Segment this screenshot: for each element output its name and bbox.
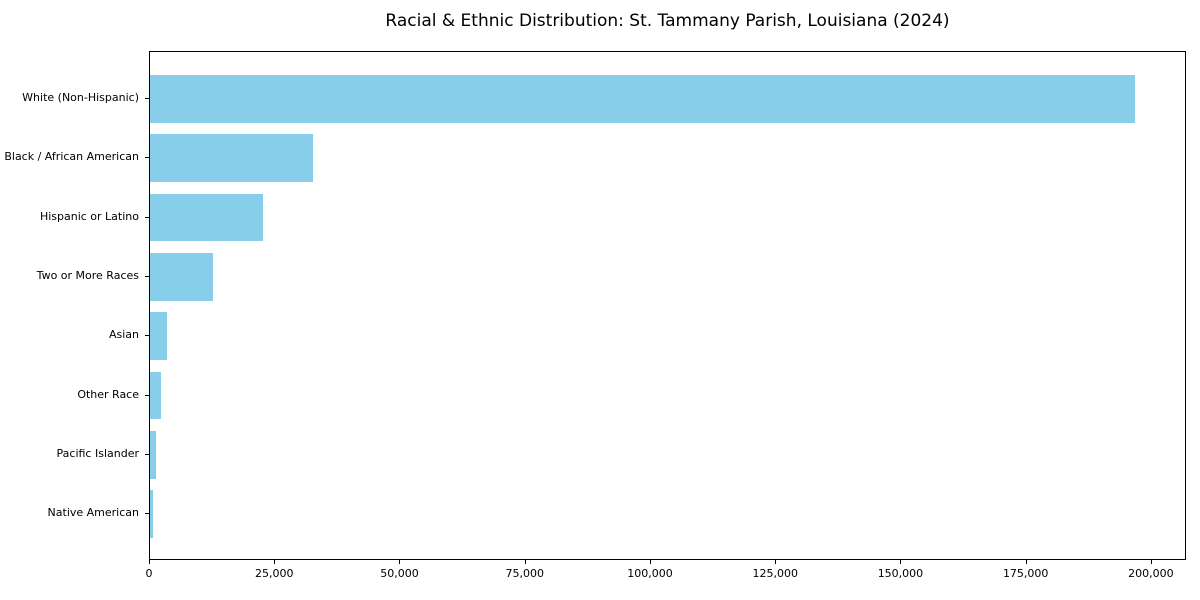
y-axis-label-native-american: Native American: [47, 506, 139, 520]
x-axis-tick: [900, 560, 901, 564]
x-axis-tick-label: 100,000: [627, 567, 673, 580]
y-axis-label-hispanic-or-latino: Hispanic or Latino: [39, 209, 139, 223]
y-axis-label-black-african-american: Black / African American: [4, 150, 139, 164]
bar-native-american: [150, 490, 153, 538]
y-axis-tick: [145, 98, 149, 99]
x-axis-tick: [1026, 560, 1027, 564]
y-axis-tick: [145, 276, 149, 277]
plot-area: [149, 51, 1186, 560]
y-axis-label-white-non-hispanic: White (Non-Hispanic): [22, 90, 139, 104]
x-axis-tick-label: 150,000: [877, 567, 924, 580]
x-axis-tick: [274, 560, 275, 564]
bar-other-race: [150, 372, 161, 420]
y-axis-label-two-or-more-races: Two or More Races: [36, 268, 139, 282]
x-axis-tick-label: 75,000: [505, 567, 544, 580]
x-axis-tick-label: 175,000: [1002, 567, 1049, 580]
x-axis-tick-label: 200,000: [1128, 567, 1174, 580]
x-axis-tick: [525, 560, 526, 564]
chart-title: Racial & Ethnic Distribution: St. Tammany Parish, Louisiana (2024): [385, 11, 950, 31]
bar-white-non-hispanic: [150, 75, 1135, 123]
y-axis-tick: [145, 157, 149, 158]
y-axis-label-asian: Asian: [108, 328, 139, 342]
x-axis-tick: [1151, 560, 1152, 564]
x-axis-tick: [775, 560, 776, 564]
bar-two-or-more-races: [150, 253, 213, 301]
y-axis-label-pacific-islander: Pacific Islander: [56, 446, 139, 460]
y-axis-tick: [145, 395, 149, 396]
bar-pacific-islander: [150, 431, 156, 479]
y-axis-tick: [145, 217, 149, 218]
y-axis-label-other-race: Other Race: [77, 387, 139, 401]
y-axis-tick: [145, 454, 149, 455]
x-axis-tick-label: 25,000: [254, 567, 294, 580]
x-axis-tick-label: 125,000: [752, 567, 798, 580]
x-axis-tick: [650, 560, 651, 564]
x-axis-tick-label: 50,000: [380, 567, 419, 580]
x-axis-tick: [149, 560, 150, 564]
bar-hispanic-or-latino: [150, 194, 263, 242]
y-axis-tick: [145, 513, 149, 514]
x-axis-tick-label: 0: [145, 567, 153, 580]
x-axis-tick: [399, 560, 400, 564]
bar-asian: [150, 312, 167, 360]
y-axis-tick: [145, 335, 149, 336]
bar-black-african-american: [150, 134, 313, 182]
